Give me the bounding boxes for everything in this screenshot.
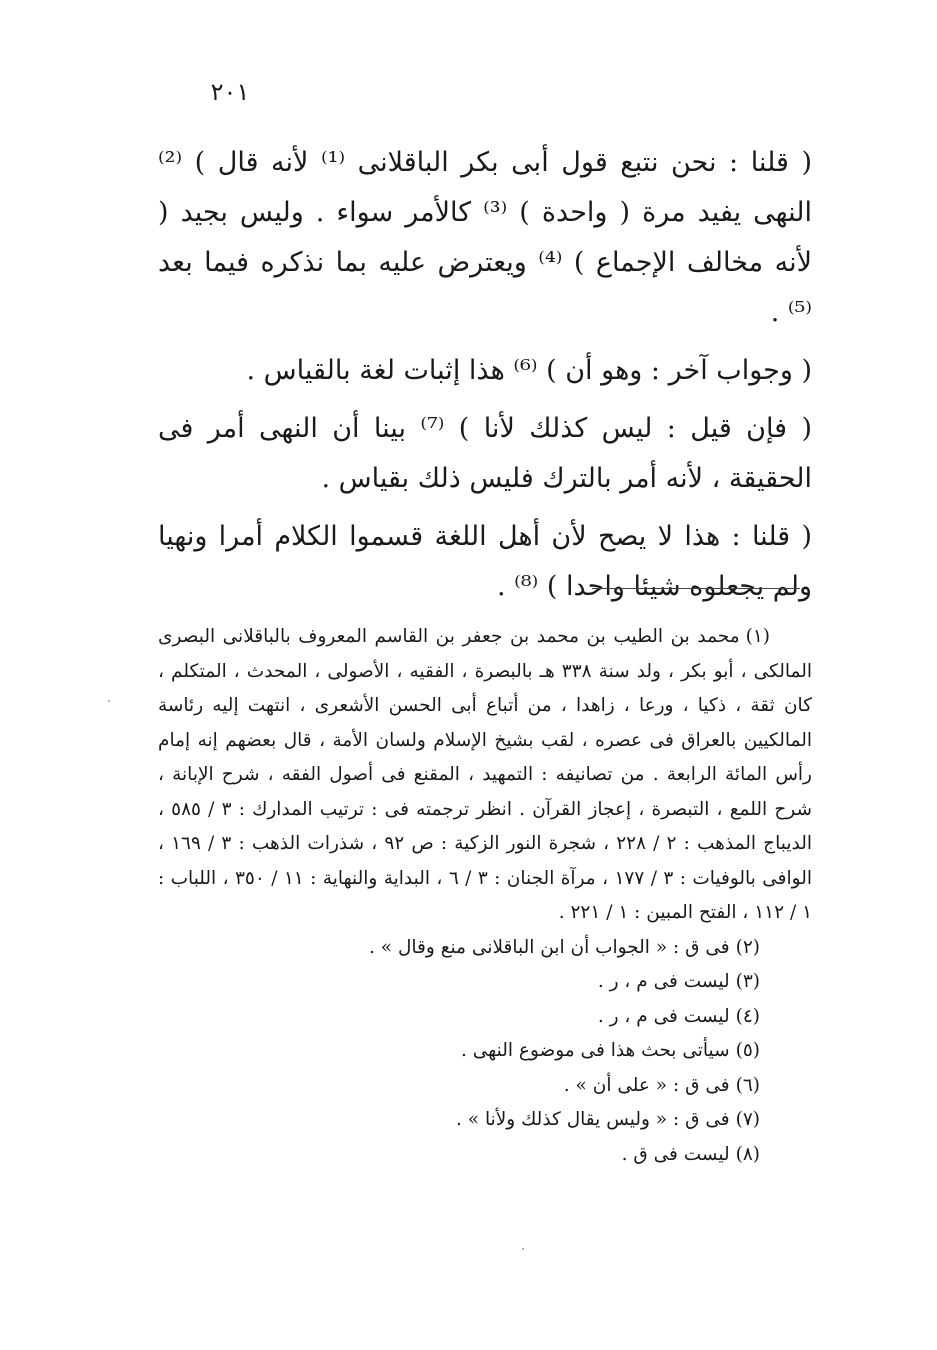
footnote-separator — [592, 588, 800, 589]
page-number: ٢٠١ — [210, 78, 250, 106]
footnote-4 — [158, 1000, 812, 1035]
footnotes-section — [158, 620, 812, 1172]
main-paragraph-1: ( قلنا : نحن نتبع قول أبى بكر الباقلانى ⁽¹⁾ لأنه قال ) ⁽²⁾ النهى يفيد مرة ( واحدة ) ⁽³⁾ كالأمر سواء . وليس بجيد ( لأنه مخالف الإجماع ) ⁽⁴⁾ ويعترض عليه بما نذكره فيما بعد ⁽⁵⁾ . — [158, 147, 813, 328]
footnote-6 — [158, 1069, 812, 1104]
footnote-number: (٣) — [735, 971, 760, 992]
main-paragraph-4: ( قلنا : هذا لا يصح لأن أهل اللغة قسموا الكلام أمرا ونهيا ولم يجعلوه شيئا واحدا ) ⁽⁸⁾ . — [158, 521, 812, 602]
footnote-8 — [158, 1138, 812, 1173]
main-paragraph-3: ( فإن قيل : ليس كذلك لأنا ) ⁽⁷⁾ بينا أن النهى أمر فى الحقيقة ، لأنه أمر بالترك فليس ذلك بقياس . — [158, 413, 812, 494]
footnote-number: (١) — [745, 626, 770, 647]
footnote-text: فى ق : « وليس يقال كذلك ولأنا » . — [455, 1109, 730, 1130]
footnote-text: ليست فى م ، ر . — [597, 971, 730, 992]
footnote-7 — [158, 1103, 812, 1138]
footnote-number: (٤) — [735, 1005, 760, 1027]
footnote-text: سيأتى بحث هذا فى موضوع النهى . — [460, 1040, 730, 1061]
main-text-body — [158, 138, 812, 620]
scan-speck — [108, 700, 110, 702]
footnote-number: (٦) — [735, 1074, 760, 1096]
footnote-text: فى ق : « الجواب أن ابن الباقلانى منع وقال » . — [369, 936, 730, 958]
footnote-5 — [158, 1034, 812, 1069]
footnote-text: محمد بن الطيب بن محمد بن جعفر بن القاسم المعروف بالباقلانى البصرى المالكى ، أبو بكر ، ولد سنة ٣٣٨ هـ بالبصرة ، الفقيه ، الأصولى ، المحدث ، المتكلم ، كان ثقة ، ذكيا ، ورعا ، زاهدا ، من أتباع أبى الحسن الأشعرى ، انتهت إليه رئاسة المالكيين بالعراق فى عصره ، لقب بشيخ الإسلام ولسان الأمة ، قال بعضهم إنه إمام رأس المائة الرابعة . من تصانيفه : التمهيد ، المقنع فى أصول الفقه ، شرح الإبانة ، شرح اللمع ، التبصرة ، إعجاز القرآن . انظر ترجمته فى : ترتيب المدارك : ٣ / ٥٨٥ ، الديباج المذهب : ٢ / ٢٢٨ ، شجرة النور الزكية : ص ٩٢ ، شذرات الذهب : ٣ / ١٦٩ ، الوافى بالوفيات : ٣ / ١٧٧ ، مرآة الجنان : ٣ / ٦ ، البداية والنهاية : ١١ / ٣٥٠ ، اللباب : ١ / ١١٢ ، الفتح المبين : ١ / ٢٢١ . — [158, 626, 812, 923]
footnote-number: (٥) — [735, 1040, 760, 1061]
main-paragraph-2: ( وجواب آخر : وهو أن ) ⁽⁶⁾ هذا إثبات لغة بالقياس . — [246, 355, 812, 386]
footnote-1 — [158, 620, 812, 931]
footnote-number: (٢) — [735, 936, 760, 958]
footnote-number: (٧) — [735, 1109, 760, 1130]
scan-speck — [522, 1248, 524, 1250]
footnote-number: (٨) — [735, 1143, 760, 1165]
footnote-text: فى ق : « على أن » . — [563, 1074, 730, 1096]
footnote-text: ليست فى ق . — [621, 1143, 730, 1165]
footnote-2 — [158, 931, 812, 966]
footnote-3 — [158, 965, 812, 1000]
footnote-text: ليست فى م ، ر . — [597, 1005, 730, 1027]
